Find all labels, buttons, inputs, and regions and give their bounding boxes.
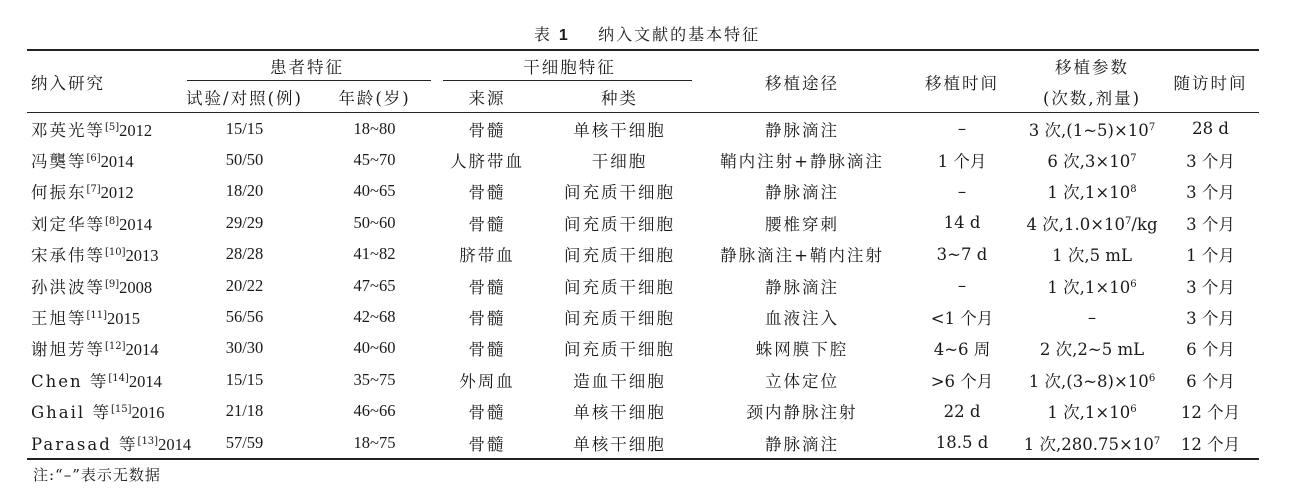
cell-followup: 3 个月 <box>1186 152 1235 172</box>
cell-type: 间充质干细胞 <box>564 214 675 234</box>
header-route: 移植途径 <box>702 50 902 113</box>
cell-ratio: 15/15 <box>177 113 312 145</box>
cell-study <box>27 239 177 270</box>
header-row-1 <box>27 50 1259 81</box>
study-ref: [13] <box>137 435 159 447</box>
header-stemcell-group <box>437 50 702 81</box>
params-value: 1 次,1×10 <box>1047 403 1131 423</box>
cell-type: 间充质干细胞 <box>564 246 675 266</box>
cell-route: 静脉滴注 <box>702 427 902 459</box>
cell-age: 42~68 <box>353 307 396 327</box>
cell-source: 骨髓 <box>468 214 506 234</box>
params-unit: /kg <box>1131 214 1158 234</box>
cell-ratio: 57/59 <box>177 427 312 459</box>
cell-type: 造血干细胞 <box>573 371 666 391</box>
header-study: 纳入研究 <box>27 50 177 113</box>
study-ref: [5] <box>105 121 120 133</box>
cell-route: 蛛网膜下腔 <box>755 340 849 360</box>
cell-params <box>1022 144 1162 175</box>
study-author: 孙洪波等 <box>31 277 105 297</box>
header-patient-group-label: 患者特征 <box>270 58 344 77</box>
stemcell-group-underline <box>443 80 692 81</box>
cell-age: 47~65 <box>353 275 396 295</box>
study-ref: [11] <box>86 310 108 322</box>
cell-source: 骨髓 <box>468 340 506 360</box>
header-params: 移植参数 <box>1022 50 1162 81</box>
study-ref: [12] <box>105 341 126 353</box>
study-year: 2014 <box>125 340 159 360</box>
cell-ratio: 20/22 <box>225 275 264 295</box>
caption-title: 纳入文献的基本特征 <box>598 25 761 44</box>
cell-study <box>27 207 177 238</box>
study-year: 2014 <box>158 434 192 454</box>
header-patient-ratio: 试验/对照(例) <box>186 88 303 108</box>
params-value: 1 次,1×10 <box>1047 277 1131 297</box>
table-row <box>27 427 1259 459</box>
cell-route: 静脉滴注 <box>702 113 902 145</box>
cell-route: 血液注入 <box>765 309 839 329</box>
cell-type: 间充质干细胞 <box>564 277 675 297</box>
params-value: 1 次,1×10 <box>1047 183 1131 203</box>
cell-type: 间充质干细胞 <box>564 183 675 203</box>
cell-type: 单核干细胞 <box>537 427 702 459</box>
cell-ratio: 29/29 <box>225 212 264 232</box>
study-author: 刘定华等 <box>31 214 105 234</box>
study-ref: [7] <box>86 184 101 196</box>
params-exponent: 7 <box>1153 435 1161 447</box>
params-value: 4 次,1.0×10 <box>1026 214 1126 234</box>
cell-time: 1 个月 <box>937 152 987 172</box>
study-author: 何振东 <box>31 183 87 203</box>
cell-route: 颈内静脉注射 <box>746 403 858 423</box>
cell-study <box>27 270 177 301</box>
header-followup: 随访时间 <box>1162 50 1259 113</box>
study-year: 2012 <box>100 183 134 203</box>
cell-followup: 28 d <box>1162 113 1259 145</box>
cell-followup: 3 个月 <box>1186 183 1235 203</box>
table-row <box>27 396 1259 427</box>
table-row <box>27 176 1259 207</box>
study-year: 2008 <box>119 277 153 297</box>
cell-params <box>1022 239 1162 270</box>
study-author: 谢旭芳等 <box>31 340 105 360</box>
caption-number: 1 <box>558 27 570 44</box>
cell-route: 静脉滴注 <box>765 183 839 203</box>
cell-age: 18~75 <box>312 427 437 459</box>
cell-ratio: 18/20 <box>225 181 264 201</box>
cell-followup: 12 个月 <box>1180 403 1241 423</box>
table-note: 注:“–”表示无数据 <box>33 466 161 484</box>
cell-type: 间充质干细胞 <box>564 340 675 360</box>
cell-time: >6 个月 <box>930 371 994 391</box>
table-row <box>27 239 1259 270</box>
cell-params <box>1022 176 1162 207</box>
cell-study <box>27 144 177 175</box>
study-author: 王旭等 <box>31 309 87 329</box>
cell-time: <1 个月 <box>930 309 994 329</box>
study-author: 宋承伟等 <box>31 246 105 266</box>
cell-route: 鞘内注射+静脉滴注 <box>720 152 884 172</box>
header-stemcell-source: 来源 <box>468 88 506 108</box>
cell-time: 18.5 d <box>902 427 1022 459</box>
patient-group-underline <box>187 80 431 81</box>
table-row <box>27 207 1259 238</box>
cell-time: 22 d <box>943 401 981 421</box>
cell-study <box>27 364 177 395</box>
params-value: 2 次,2~5 mL <box>1039 340 1145 360</box>
cell-source: 骨髓 <box>468 403 506 423</box>
cell-params <box>1022 207 1162 238</box>
header-patient-age: 年龄(岁) <box>338 88 411 108</box>
cell-ratio: 15/15 <box>225 369 264 389</box>
cell-age: 46~66 <box>353 401 396 421</box>
cell-study <box>27 427 192 459</box>
cell-params <box>1022 364 1162 395</box>
cell-type: 单核干细胞 <box>537 113 702 145</box>
cell-followup: 3 个月 <box>1186 277 1235 297</box>
cell-params <box>1022 396 1162 427</box>
cell-route: 立体定位 <box>765 371 839 391</box>
study-year: 2014 <box>128 371 162 391</box>
table-row <box>27 270 1259 301</box>
study-author: Parasad 等 <box>31 434 138 454</box>
cell-source: 脐带血 <box>459 246 515 266</box>
cell-type: 干细胞 <box>591 152 648 172</box>
study-year: 2016 <box>131 403 165 423</box>
cell-params <box>1022 427 1162 459</box>
table-row <box>27 113 1259 145</box>
params-value: – <box>1087 307 1097 327</box>
cell-study <box>27 301 177 332</box>
study-author: Ghail 等 <box>31 403 111 423</box>
cell-followup: 6 个月 <box>1186 371 1235 391</box>
cell-age: 35~75 <box>353 369 396 389</box>
cell-route: 静脉滴注 <box>765 277 839 297</box>
study-ref: [14] <box>108 372 129 384</box>
cell-params <box>1022 301 1162 332</box>
cell-age: 50~60 <box>353 212 396 232</box>
cell-route: 腰椎穿刺 <box>765 214 839 234</box>
cell-ratio: 50/50 <box>225 150 264 170</box>
cell-source: 骨髓 <box>468 277 506 297</box>
cell-time: 3~7 d <box>936 244 988 264</box>
study-year: 2014 <box>119 214 153 234</box>
cell-params <box>1022 270 1162 301</box>
header-params-detail: (次数,剂量) <box>1042 88 1142 108</box>
cell-followup: 6 个月 <box>1186 340 1235 360</box>
study-author: 邓英光等 <box>31 120 105 140</box>
cell-age: 18~80 <box>312 113 437 145</box>
study-year: 2015 <box>107 309 141 329</box>
cell-source: 外周血 <box>459 371 515 391</box>
cell-ratio: 56/56 <box>225 307 264 327</box>
cell-source: 人脐带血 <box>450 152 524 172</box>
cell-source: 骨髓 <box>437 113 537 145</box>
study-year: 2012 <box>119 120 153 140</box>
cell-age: 41~82 <box>353 244 396 264</box>
study-ref: [9] <box>105 278 120 290</box>
table-row <box>27 144 1259 175</box>
cell-age: 45~70 <box>353 150 396 170</box>
cell-params <box>1022 333 1162 364</box>
characteristics-table <box>27 49 1259 460</box>
params-value: 6 次,3×10 <box>1047 152 1131 172</box>
cell-time: – <box>957 181 967 201</box>
cell-source: 骨髓 <box>437 427 537 459</box>
table-row <box>27 333 1259 364</box>
cell-followup: 3 个月 <box>1186 309 1235 329</box>
header-stemcell-group-label: 干细胞特征 <box>523 58 616 77</box>
study-author: 冯龑等 <box>31 152 87 172</box>
study-ref: [6] <box>86 153 101 165</box>
cell-time: – <box>957 276 967 296</box>
study-ref: [15] <box>110 404 132 416</box>
table-body <box>27 113 1259 460</box>
cell-age: 40~65 <box>353 181 396 201</box>
header-time: 移植时间 <box>902 50 1022 113</box>
cell-age: 40~60 <box>353 338 396 358</box>
caption-prefix: 表 <box>533 25 552 44</box>
table-row <box>27 364 1259 395</box>
cell-study <box>27 113 177 145</box>
params-exponent: 8 <box>1130 184 1137 196</box>
table-row <box>27 301 1259 332</box>
table-caption <box>0 22 1294 45</box>
cell-type: 单核干细胞 <box>573 403 666 423</box>
cell-study <box>27 333 177 364</box>
header-row-2 <box>27 81 1259 113</box>
params-value: 1 次,280.75×10 <box>1023 434 1154 454</box>
cell-ratio: 21/18 <box>225 401 264 421</box>
cell-params <box>1022 113 1162 145</box>
cell-study <box>27 396 177 427</box>
cell-type: 间充质干细胞 <box>564 309 675 329</box>
study-ref: [8] <box>105 215 120 227</box>
header-stemcell-type: 种类 <box>601 88 638 108</box>
params-exponent: 7 <box>1148 121 1156 133</box>
header-patient-group <box>177 50 437 81</box>
cell-route: 静脉滴注+鞘内注射 <box>720 246 884 266</box>
cell-ratio: 30/30 <box>225 338 264 358</box>
params-value: 1 次,5 mL <box>1052 246 1132 266</box>
cell-time: 14 d <box>943 213 981 233</box>
cell-followup: 3 个月 <box>1186 214 1235 234</box>
cell-followup: 1 个月 <box>1186 246 1235 266</box>
params-exponent: 7 <box>1125 215 1132 227</box>
params-value: 1 次,(3~8)×10 <box>1028 371 1149 391</box>
cell-followup: 12 个月 <box>1162 427 1259 459</box>
study-year: 2014 <box>100 152 134 172</box>
study-year: 2013 <box>125 246 159 266</box>
study-author: Chen 等 <box>31 371 109 391</box>
cell-ratio: 28/28 <box>225 244 264 264</box>
cell-time: 4~6 周 <box>933 340 991 360</box>
params-exponent: 6 <box>1130 404 1137 416</box>
params-exponent: 6 <box>1130 278 1137 290</box>
cell-study <box>27 176 177 207</box>
study-ref: [10] <box>105 247 126 259</box>
params-exponent: 6 <box>1148 372 1156 384</box>
cell-time: – <box>902 113 1022 145</box>
params-value: 3 次,(1~5)×10 <box>1028 120 1149 140</box>
params-exponent: 7 <box>1130 153 1137 165</box>
cell-source: 骨髓 <box>468 183 506 203</box>
cell-source: 骨髓 <box>468 309 506 329</box>
